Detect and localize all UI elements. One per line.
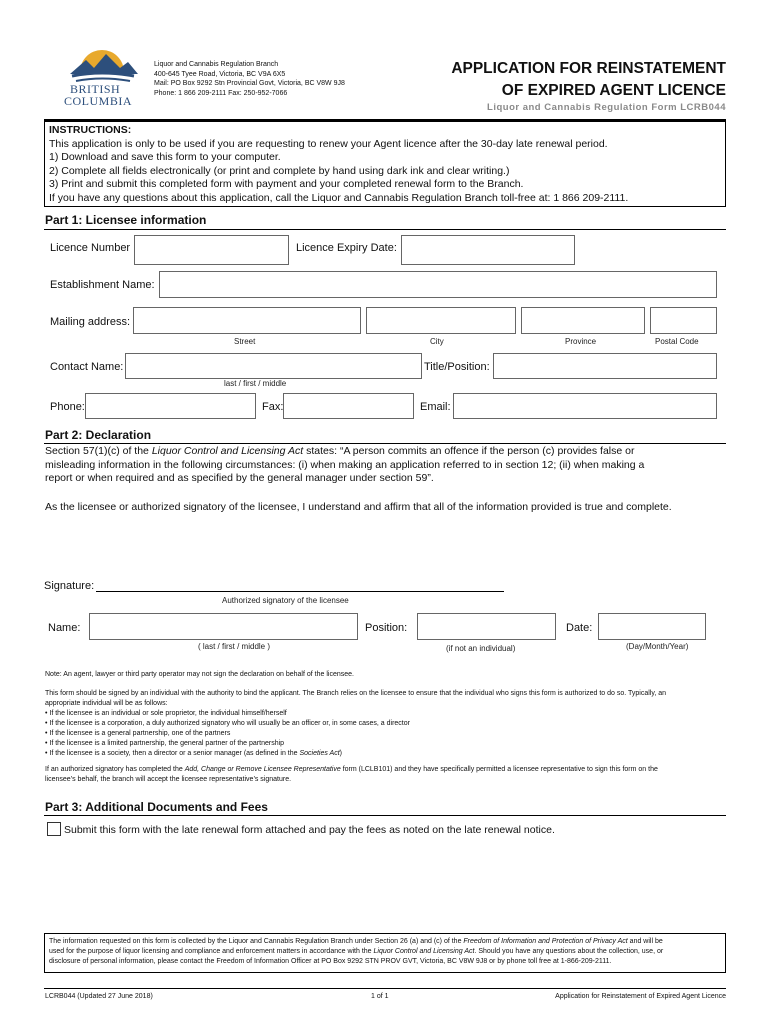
logo-text-british: BRITISH [70,82,121,96]
fax-field[interactable] [283,393,414,419]
fax-label: Fax: [262,401,284,413]
establishment-label: Establishment Name: [50,279,155,291]
city-field[interactable] [366,307,516,334]
declaration-prefix: Section 57(1)(c) of the [45,445,152,457]
instruction-line: 2) Complete all fields electronically (or print and complete by hand using dark ink and clear writing.) [49,164,510,177]
branch-line: Phone: 1 866 209-2111 Fax: 250-952-7066 [154,89,288,97]
instruction-line: If you have any questions about this application, call the Liquor and Cannabis Regulation Branch toll-free at: 1 866 209-2111. [49,191,629,204]
part1-rule [44,229,726,230]
affirm-text: As the licensee or authorized signatory of the licensee, I understand and affirm that all of the information provided is true and complete. [45,501,672,513]
instructions-box [44,121,726,207]
authority-bullet: • If the licensee is a general partnership, one of the partners [45,730,231,737]
authority-bullet: • If the licensee is an individual or sole proprietor, the individual himself/herself [45,710,287,717]
part1-title: Part 1: Licensee information [45,213,207,227]
declaration-act: Liquor Control and Licensing Act [151,445,304,457]
bc-logo [60,38,145,110]
province-sublabel: Province [565,337,597,346]
city-sublabel: City [430,337,444,346]
signature-sublabel: Authorized signatory of the licensee [222,596,349,605]
postal-code-sublabel: Postal Code [655,337,699,346]
name-sublabel: ( last / first / middle ) [198,642,271,651]
part2-rule [44,443,726,444]
logo-text-columbia: COLUMBIA [64,94,133,108]
authority-line: appropriate individual will be as follows: [45,700,168,707]
licence-number-field[interactable] [134,235,289,265]
submit-checkbox[interactable] [47,822,61,836]
form-title [451,58,726,102]
phone-label: Phone: [50,401,85,413]
representative-line: licensee’s behalf, the branch will accept the licensee representative’s signature. [45,776,292,783]
footer-page: 1 of 1 [371,993,389,1000]
footer-left: LCRB044 (Updated 27 June 2018) [45,993,153,1000]
instruction-line: This application is only to be used if you are requesting to renew your Agent licence after the 30-day late renewal period. [49,137,608,150]
position-label: Position: [365,622,408,634]
note-text: Note: An agent, lawyer or third party operator may not sign the declaration on behalf of the licensee. [45,671,354,678]
authority-bullet: • If the licensee is a society, then a director or a senior manager (as defined in the Societies Act) [45,750,343,757]
contact-name-label: Contact Name: [50,361,124,373]
submit-checkbox-label: Submit this form with the late renewal form attached and pay the fees as noted on the late renewal notice. [64,824,555,836]
declaration-date-field[interactable] [598,613,706,640]
licence-expiry-field[interactable] [401,235,575,265]
authority-bullet: • If the licensee is a corporation, a duly authorized signatory who will usually be an officer or, in some cases, a director [45,720,410,727]
privacy-line: disclosure of personal information, please contact the Freedom of Information Officer at PO Box 9292 STN PROV GVT, Victoria, BC V8W 9J8 or by phone toll free at 1-866-209-2111. [49,958,612,965]
representative-line: If an authorized signatory has completed the Add, Change or Remove Licensee Representative form (LCLB101) and they have specifically permitted a licensee representative to sign this form on the [45,766,658,773]
part3-title: Part 3: Additional Documents and Fees [45,800,268,814]
branch-address [154,60,345,98]
signature-line[interactable] [96,591,504,592]
email-field[interactable] [453,393,717,419]
declaration-text [45,445,725,486]
position-sublabel: (if not an individual) [446,644,516,653]
form-title-line1: APPLICATION FOR REINSTATEMENT [451,60,726,77]
licence-expiry-label: Licence Expiry Date: [296,242,397,254]
date-sublabel: (Day/Month/Year) [626,642,689,651]
authority-line: This form should be signed by an individual with the authority to bind the applicant. The Branch relies on the licensee to ensure that the individual who signs this form is authorized to do so. Typically, an [45,690,667,697]
branch-line: Mail: PO Box 9292 Stn Provincial Govt, Victoria, BC V8W 9J8 [154,80,345,87]
province-field[interactable] [521,307,645,334]
declaration-line: report or when required and as specified by the general manager under section 59”. [45,472,434,484]
street-field[interactable] [133,307,361,334]
establishment-field[interactable] [159,271,717,298]
instruction-line: 1) Download and save this form to your computer. [49,151,281,163]
email-label: Email: [420,401,451,413]
branch-line: Liquor and Cannabis Regulation Branch [154,61,279,68]
footer-rule [44,988,726,989]
name-label: Name: [48,622,81,634]
instructions-heading: INSTRUCTIONS: [49,124,132,136]
footer-right: Application for Reinstatement of Expired Agent Licence [555,993,726,1000]
phone-field[interactable] [85,393,256,419]
form-title-line2: OF EXPIRED AGENT LICENCE [501,82,726,99]
signature-label: Signature: [44,580,95,592]
postal-code-field[interactable] [650,307,717,334]
title-position-label: Title/Position: [424,361,490,373]
declaration-line: misleading information in the following circumstances: (i) when making an application referred to in section 12; (ii) when making a [45,458,645,471]
branch-line: 400-645 Tyee Road, Victoria, BC V9A 6X5 [154,70,286,78]
privacy-line: used for the purpose of liquor licensing and compliance and enforcement matters in accordance with the Liquor Control and Licensing Act. Should you have any questions about the collection, use, or [49,948,664,955]
privacy-notice [44,933,726,973]
street-sublabel: Street [234,337,256,346]
part3-rule [44,815,726,816]
mailing-label: Mailing address: [50,316,131,328]
contact-name-sublabel: last / first / middle [224,379,287,388]
instruction-line: 3) Print and submit this completed form with payment and your completed renewal form to the Branch. [49,178,524,190]
declaration-name-field[interactable] [89,613,358,640]
privacy-line: The information requested on this form is collected by the Liquor and Cannabis Regulation Branch under Section 26 (a) and (c) of the Freedom of Information and Protection of Privacy Act and will be [49,938,663,945]
bc-sun-icon [60,38,145,88]
declaration-line [45,445,725,459]
declaration-position-field[interactable] [417,613,556,640]
authority-text [45,689,725,759]
licence-number-label: Licence Number [50,242,131,254]
date-label: Date: [566,622,593,634]
contact-name-field[interactable] [125,353,422,379]
form-id: Liquor and Cannabis Regulation Form LCRB044 [487,102,726,113]
authority-bullet: • If the licensee is a limited partnership, the general partner of the partnership [45,740,285,747]
title-position-field[interactable] [493,353,717,379]
representative-text [45,765,725,785]
declaration-rest: states: “A person commits an offence if the person (c) provides false or [303,445,635,457]
part2-title: Part 2: Declaration [45,428,152,442]
